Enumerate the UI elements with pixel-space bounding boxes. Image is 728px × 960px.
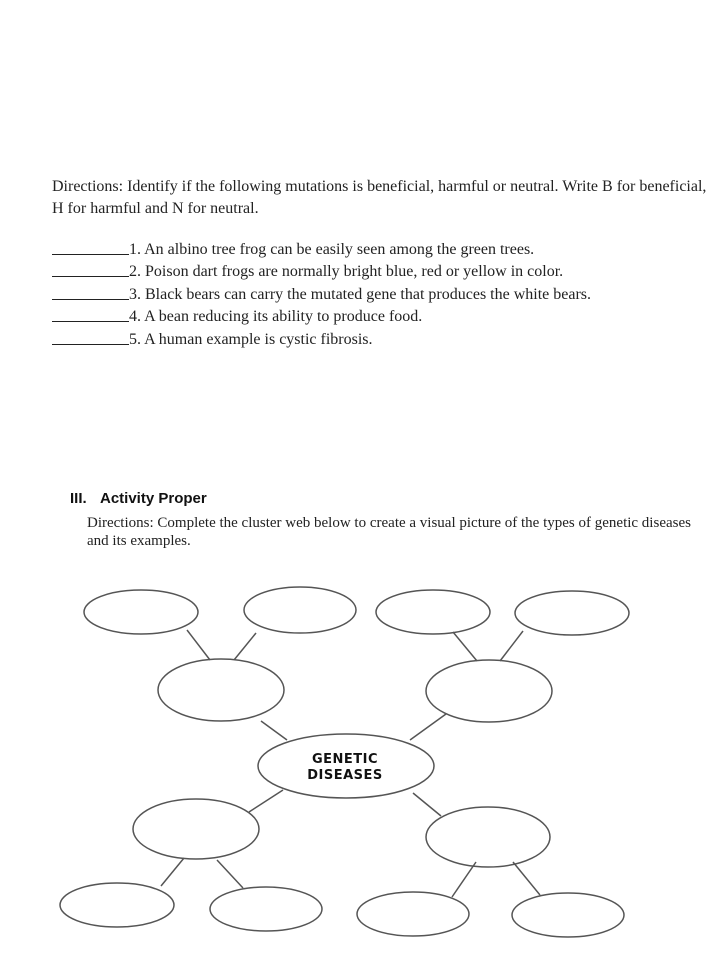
cluster-oval-lower-right[interactable] [426,807,550,867]
cluster-oval-top-1[interactable] [84,590,198,634]
connector-line [234,633,256,660]
connector-line [249,790,283,812]
connector-line [453,632,477,661]
connector-line [413,793,441,816]
cluster-oval-upper-left[interactable] [158,659,284,721]
cluster-oval-bottom-2[interactable] [210,887,322,931]
center-label-line2: DISEASES [307,768,383,783]
mutation-item-text: 4. A bean reducing its ability to produce food. [129,308,423,325]
center-label-line1: GENETIC [311,752,379,767]
connector-line [452,862,476,897]
cluster-oval-top-3[interactable] [376,590,490,634]
cluster-oval-upper-right[interactable] [426,660,552,722]
mutation-item-text: 2. Poison dart frogs are normally bright blue, red or yellow in color. [129,263,564,280]
section-title: Activity Proper [100,490,207,507]
mutation-directions: Directions: Identify if the following mutations is beneficial, harmful or neutral. Write B for beneficial, H for harmful and N for neutral. [52,178,707,217]
connector-line [513,862,540,895]
cluster-oval-top-2[interactable] [244,587,356,633]
connector-line [217,860,243,888]
cluster-oval-top-4[interactable] [515,591,629,635]
cluster-oval-bottom-3[interactable] [357,892,469,936]
connector-line [187,630,210,660]
cluster-oval-lower-left[interactable] [133,799,259,859]
connector-line [410,714,446,740]
connector-line [261,721,287,740]
mutation-item-text: 3. Black bears can carry the mutated gene that produces the white bears. [129,285,592,303]
connector-line [161,858,184,886]
mutation-item-text: 1. An albino tree frog can be easily seen among the green trees. [129,240,535,258]
cluster-oval-bottom-1[interactable] [60,883,174,927]
mutation-item-text: 5. A human example is cystic fibrosis. [129,330,373,348]
section-number: III. [70,490,87,507]
activity-directions: Directions: Complete the cluster web below to create a visual picture of the types of genetic diseases and its examples. [87,515,691,549]
cluster-oval-bottom-4[interactable] [512,893,624,937]
connector-line [500,631,523,661]
